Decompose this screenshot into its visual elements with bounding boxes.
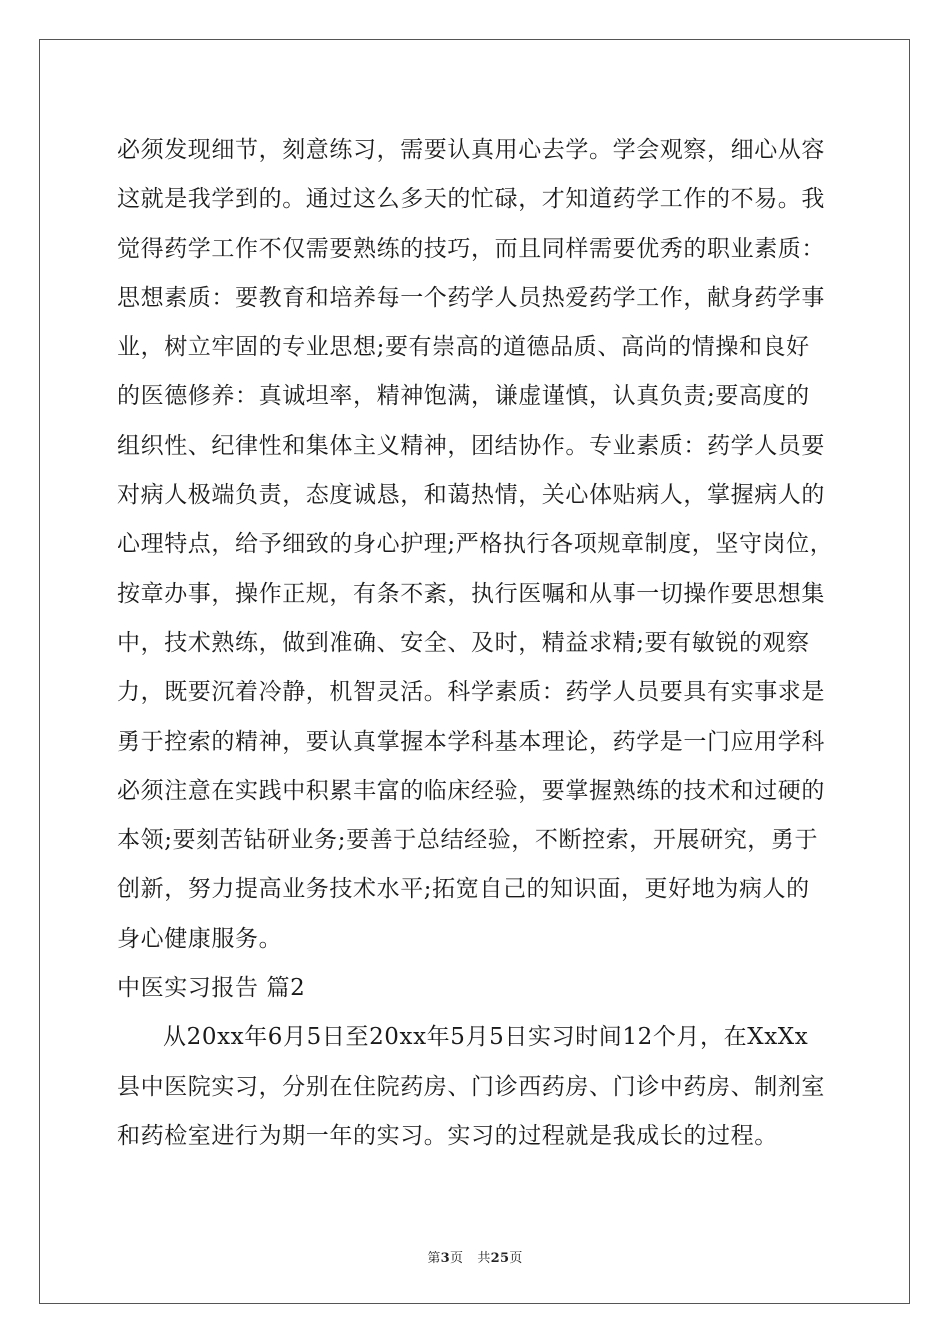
page-footer (0, 1247, 950, 1266)
paragraph-line: 和药检室进行为期一年的实习。实习的过程就是我成长的过程。 (117, 1122, 778, 1149)
body-line: 这就是我学到的。通过这么多天的忙碌，才知道药学工作的不易。我 (117, 186, 825, 213)
body-line: 对病人极端负责，态度诚恳，和蔼热情，关心体贴病人，掌握病人的 (117, 482, 825, 509)
body-line: 创新，努力提高业务技术水平;拓宽自己的知识面，更好地为病人的 (117, 876, 810, 903)
page-prefix: 第 (427, 1251, 441, 1266)
body-line: 力，既要沉着冷静，机智灵活。科学素质：药学人员要具有实事求是 (117, 679, 825, 706)
body-line: 思想素质：要教育和培养每一个药学人员热爱药学工作，献身药学事 (117, 284, 825, 311)
total-prefix: 共 (477, 1251, 491, 1266)
section-heading: 中医实习报告 篇2 (117, 975, 306, 1002)
body-line: 中，技术熟练，做到准确、安全、及时，精益求精;要有敏锐的观察 (117, 629, 810, 656)
body-line: 心理特点，给予细致的身心护理;严格执行各项规章制度，坚守岗位， (117, 531, 834, 558)
body-line: 本领;要刻苦钻研业务;要善于总结经验，不断控索，开展研究，勇于 (117, 827, 819, 854)
body-line: 身心健康服务。 (117, 925, 283, 952)
body-line: 业，树立牢固的专业思想;要有崇高的道德品质、高尚的情操和良好 (117, 334, 810, 361)
body-line: 觉得药学工作不仅需要熟练的技巧，而且同样需要优秀的职业素质： (117, 235, 825, 262)
total-pages: 25 (490, 1251, 510, 1266)
paragraph-line: 县中医院实习，分别在住院药房、门诊西药房、门诊中药房、制剂室 (117, 1073, 825, 1100)
document-body (117, 126, 837, 1161)
paragraph-line: 从20xx年6月5日至20xx年5月5日实习时间12个月，在XxXx (163, 1024, 809, 1051)
page-number: 3 (440, 1251, 451, 1266)
body-line: 的医德修养：真诚坦率，精神饱满，谦虚谨慎，认真负责;要高度的 (117, 383, 810, 410)
body-line: 勇于控索的精神，要认真掌握本学科基本理论，药学是一门应用学科 (117, 728, 825, 755)
body-line: 组织性、纪律性和集体主义精神，团结协作。专业素质：药学人员要 (117, 432, 825, 459)
body-line: 必须发现细节，刻意练习，需要认真用心去学。学会观察，细心从容 (117, 137, 825, 163)
page-suffix: 页 (450, 1251, 464, 1266)
body-line: 必须注意在实践中积累丰富的临床经验，要掌握熟练的技术和过硬的 (117, 777, 825, 804)
body-line: 按章办事，操作正规，有条不紊，执行医嘱和从事一切操作要思想集 (117, 580, 825, 607)
total-suffix: 页 (509, 1251, 523, 1266)
